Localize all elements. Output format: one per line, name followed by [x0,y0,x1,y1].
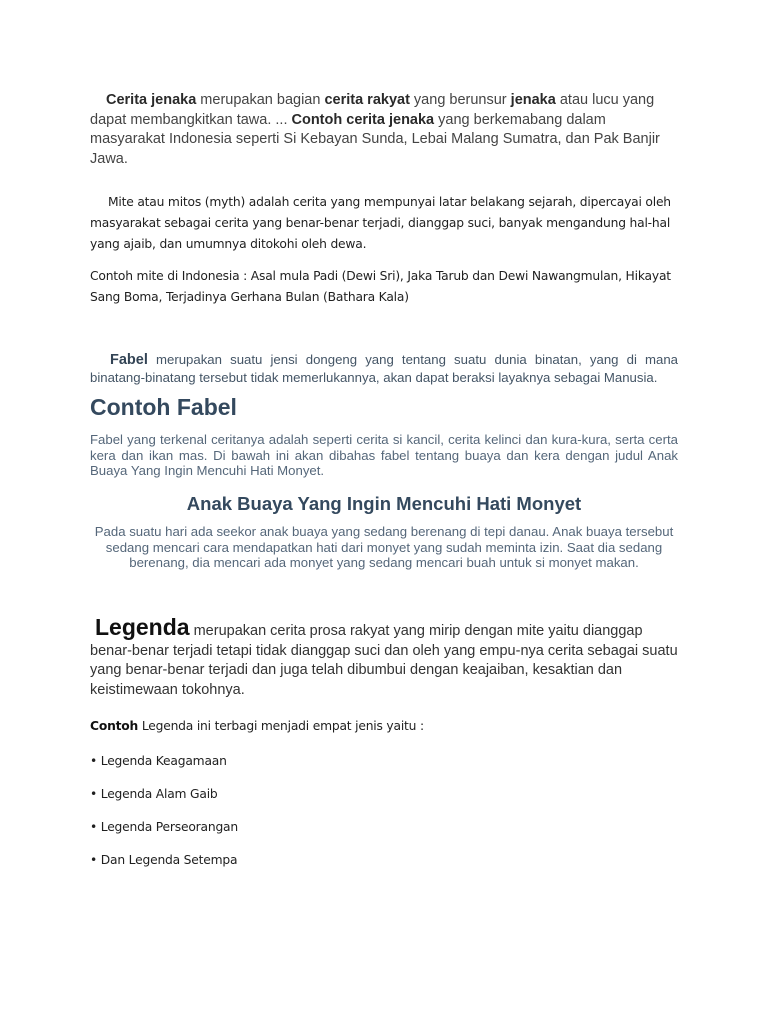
term-fabel: Fabel [110,352,148,368]
term-contoh-cerita-jenaka: Contoh cerita jenaka [291,111,435,128]
legenda-contoh-text: Legenda ini terbagi menjadi empat jenis yaitu : [138,719,424,733]
heading-story-title: Anak Buaya Yang Ingin Mencuhi Hati Monyet [186,493,582,514]
paragraph-legenda-definition [90,614,678,700]
text-span: merupakan bagian [196,92,325,108]
paragraph-fabel-description: Fabel yang terkenal ceritanya adalah seperti cerita si kancil, cerita kelinci dan kura-kura, serta certa kera dan ikan mas. Di bawah ini akan dibahas fabel tentang buaya dan kera dengan judul Anak Buaya Yang Ingin Mencuhi Hati Monyet. [90,432,678,478]
list-item: • Legenda Alam Gaib [90,787,218,801]
list-item: • Dan Legenda Setempa [90,853,238,867]
paragraph-story-text: Pada suatu hari ada seekor anak buaya yang sedang berenang di tepi danau. Anak buaya tersebut sedang mencari cara mendapatkan hati dari monyet yang sudah meminta izin. Saat dia sedang berenang, dia mencari ada monyet yang sedang mencari buah untuk si monyet makan. [94,524,674,571]
paragraph-fabel-definition [90,351,678,387]
mite-definition-text: Mite atau mitos (myth) adalah cerita yang mempunyai latar belakang sejarah, dipercayai oleh masyarakat sebagai cerita yang benar-benar terjadi, dianggap suci, banyak mengandung hal-hal yang ajaib, dan umumnya ditokohi oleh dewa. [90,195,671,251]
text-span: yang berkemabang dalam masyarakat Indonesia seperti Si Kebayan Sunda, Lebai Malang Sumatra, dan Pak Banjir Jawa. [90,111,660,167]
paragraph-legenda-contoh [90,719,678,733]
paragraph-mite-examples: Contoh mite di Indonesia : Asal mula Padi (Dewi Sri), Jaka Tarub dan Dewi Nawangmulan, Hikayat Sang Boma, Terjadinya Gerhana Bulan (Bathara Kala) [90,269,671,304]
legenda-definition-text: merupakan cerita prosa rakyat yang mirip dengan mite yaitu dianggap benar-benar terjadi tetapi tidak dianggap suci dan oleh yang empu-nya cerita sebagai suatu yang benar-benar terjadi dan juga telah dibumbui dengan keajaiban, kesaktian dan keistimewaan tokohnya. [90,623,678,698]
heading-contoh-fabel: Contoh Fabel [90,394,237,420]
list-item: • Legenda Perseorangan [90,820,238,834]
paragraph-mite-definition [90,192,678,255]
term-cerita-rakyat: cerita rakyat [324,92,410,108]
paragraph-cerita-jenaka [90,91,678,169]
term-jenaka: jenaka [510,92,556,108]
list-item: • Legenda Keagamaan [90,754,227,768]
term-legenda: Legenda [95,614,190,640]
term-cerita-jenaka: Cerita jenaka [106,92,197,108]
text-span: yang berunsur [409,92,511,108]
term-contoh: Contoh [90,719,139,733]
fabel-definition-text: merupakan suatu jensi dongeng yang tentang suatu dunia binatan, yang di mana binatang-binatang tersebut tidak memerlukannya, akan dapat beraksi layaknya sebagai Manusia. [90,352,678,385]
text-span: atau lucu yang dapat membangkitkan tawa. ... [90,92,655,128]
